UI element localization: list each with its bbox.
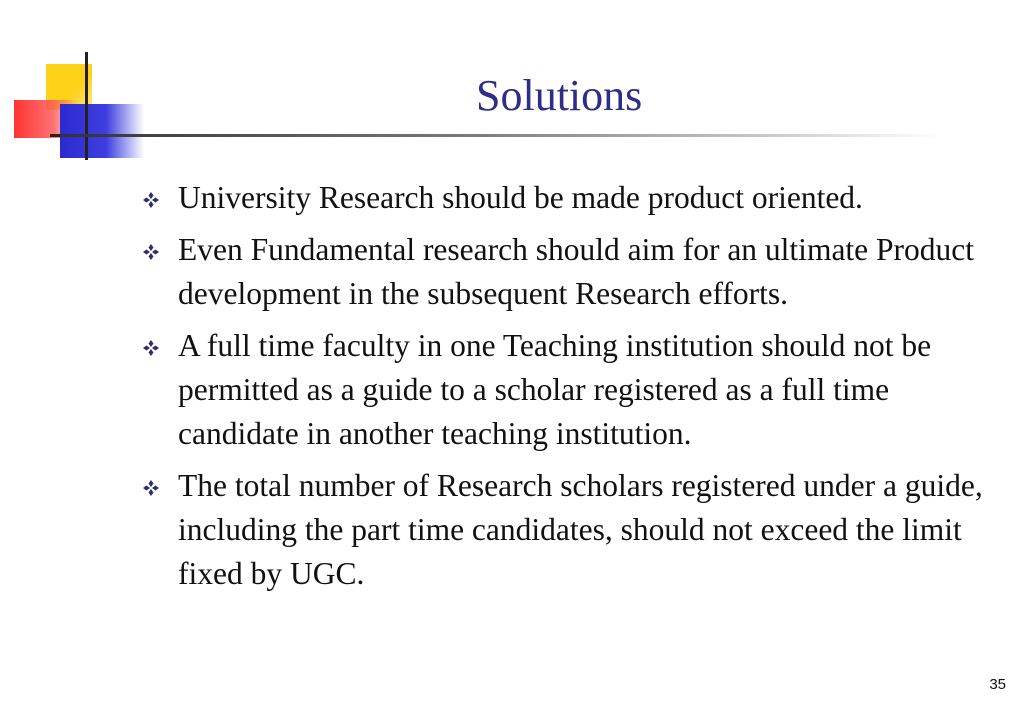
four-diamond-icon <box>142 479 160 497</box>
bullet-list <box>142 176 1002 604</box>
bullet-text: University Research should be made product oriented. <box>178 180 863 215</box>
bullet-item <box>142 176 1002 220</box>
four-diamond-icon <box>142 339 160 357</box>
vertical-line <box>85 52 88 160</box>
slide-logo-decoration <box>0 0 160 170</box>
four-diamond-icon <box>142 243 160 261</box>
page-number: 35 <box>989 676 1006 693</box>
bullet-text: Even Fundamental research should aim for an ultimate Product development in the subsequent Research efforts. <box>178 232 975 311</box>
title-underline-rule <box>60 134 940 137</box>
bullet-text: The total number of Research scholars registered under a guide, including the part time candidates, should not exceed the limit fixed by UGC. <box>178 468 983 591</box>
bullet-item <box>142 228 1002 316</box>
bullet-text: A full time faculty in one Teaching institution should not be permitted as a guide to a scholar registered as a full time candidate in another teaching institution. <box>178 328 932 451</box>
bullet-item <box>142 324 1002 456</box>
bullet-item <box>142 464 1002 596</box>
blue-square <box>60 104 144 158</box>
four-diamond-icon <box>142 191 160 209</box>
slide-title: Solutions <box>476 71 643 120</box>
